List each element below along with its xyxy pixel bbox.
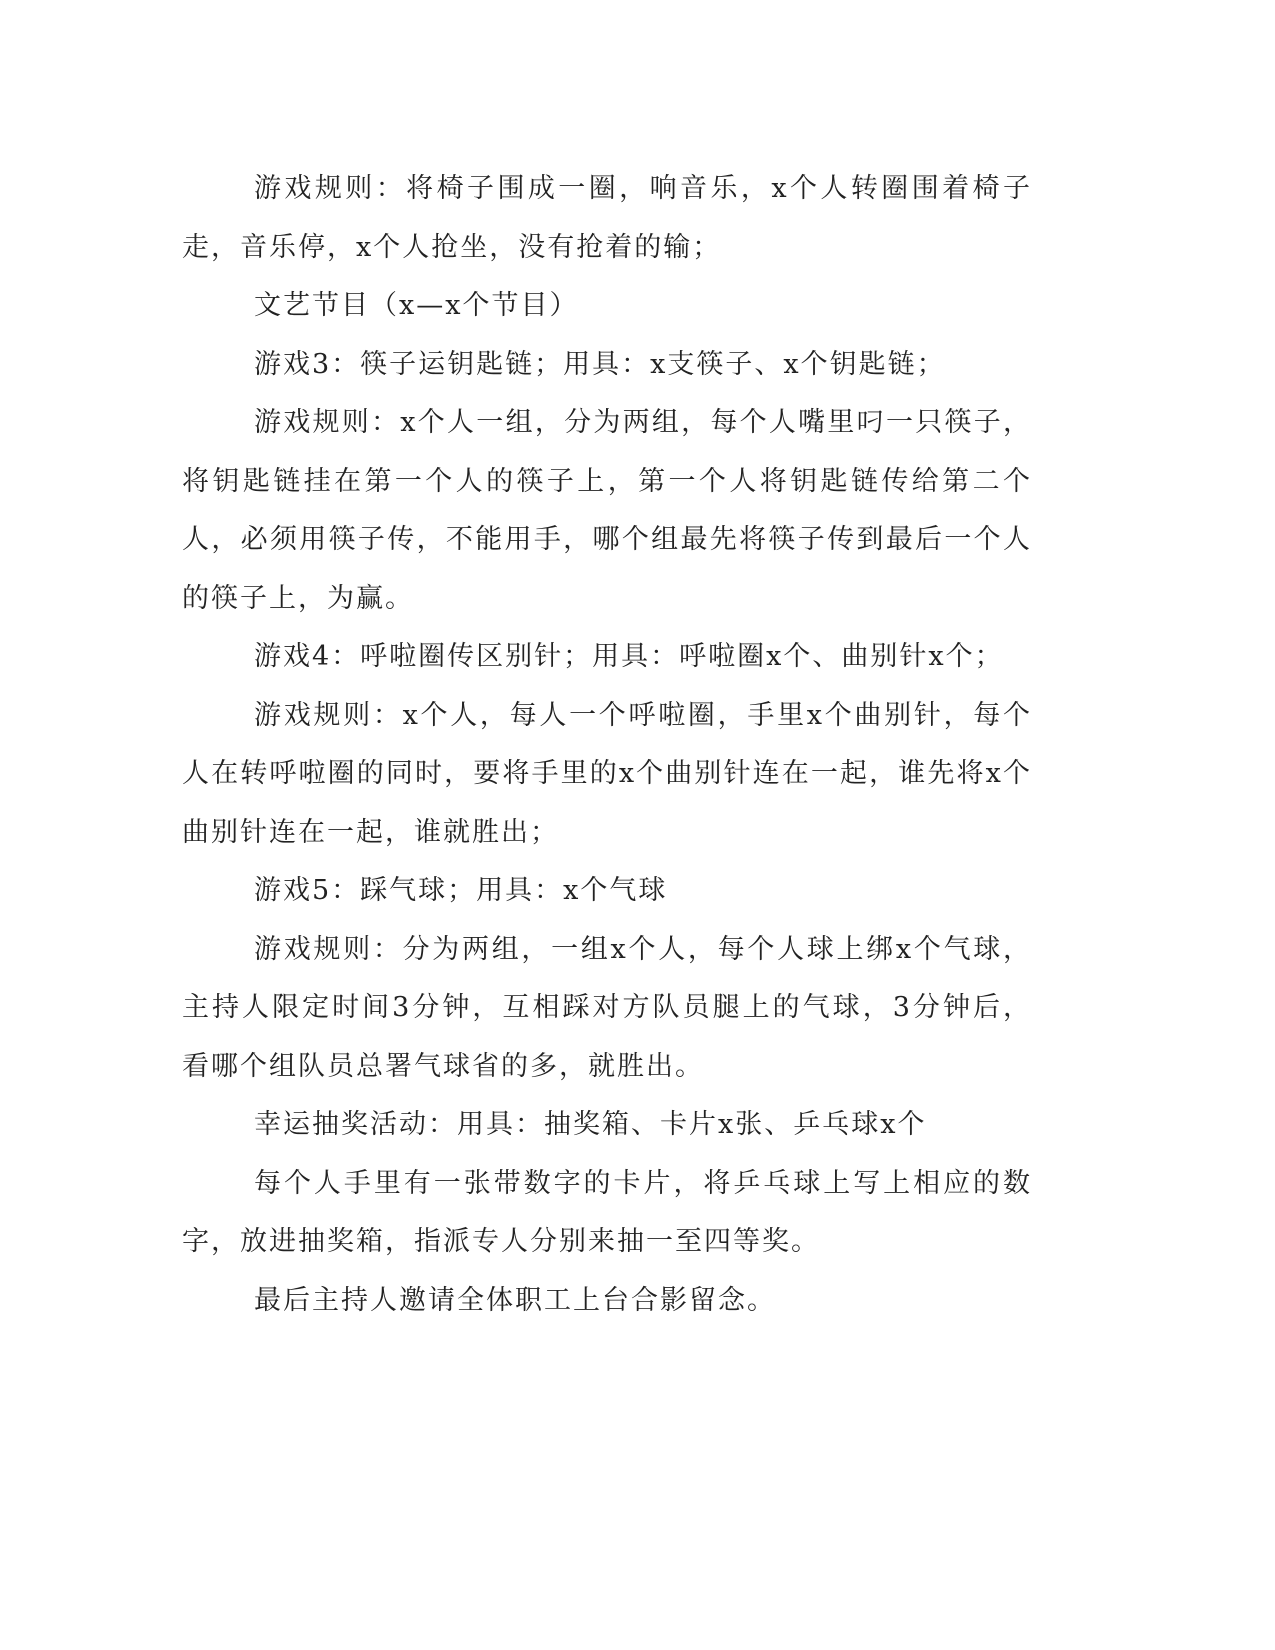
paragraph-game-4-rules: 游戏规则：x个人，每人一个呼啦圈，手里x个曲别针，每个人在转呼啦圈的同时，要将手里的x个曲别针连在一起，谁先将x个曲别针连在一起，谁就胜出； [182,699,1032,848]
paragraph-game-4-title: 游戏4：呼啦圈传区别针；用具：呼啦圈x个、曲别针x个； [254,641,1004,672]
paragraph-game-3-title: 游戏3：筷子运钥匙链；用具：x支筷子、x个钥匙链； [254,348,946,380]
paragraph-closing: 最后主持人邀请全体职工上台合影留念。 [254,1284,776,1316]
paragraph-lottery-title: 幸运抽奖活动：用具：抽奖箱、卡片x张、乒乓球x个 [254,1109,927,1140]
paragraph-performances: 文艺节目（x—x个节目） [254,290,579,321]
paragraph-game-5-title: 游戏5：踩气球；用具：x个气球 [254,875,668,906]
document-body [182,160,1032,1330]
paragraph-chair-game-rules: 游戏规则：将椅子围成一圈，响音乐，x个人转圈围着椅子走，音乐停，x个人抢坐，没有抢着的输； [182,173,1032,263]
paragraph-lottery-rules: 每个人手里有一张带数字的卡片，将乒乓球上写上相应的数字，放进抽奖箱，指派专人分别来抽一至四等奖。 [182,1167,1032,1257]
paragraph-game-3-rules: 游戏规则：x个人一组，分为两组，每个人嘴里叼一只筷子，将钥匙链挂在第一个人的筷子上，第一个人将钥匙链传给第二个人，必须用筷子传，不能用手，哪个组最先将筷子传到最后一个人的筷子上，为赢。 [182,407,1032,614]
paragraph-game-5-rules: 游戏规则：分为两组，一组x个人，每个人球上绑x个气球，主持人限定时间3分钟，互相踩对方队员腿上的气球，3分钟后，看哪个组队员总署气球省的多，就胜出。 [182,933,1032,1082]
